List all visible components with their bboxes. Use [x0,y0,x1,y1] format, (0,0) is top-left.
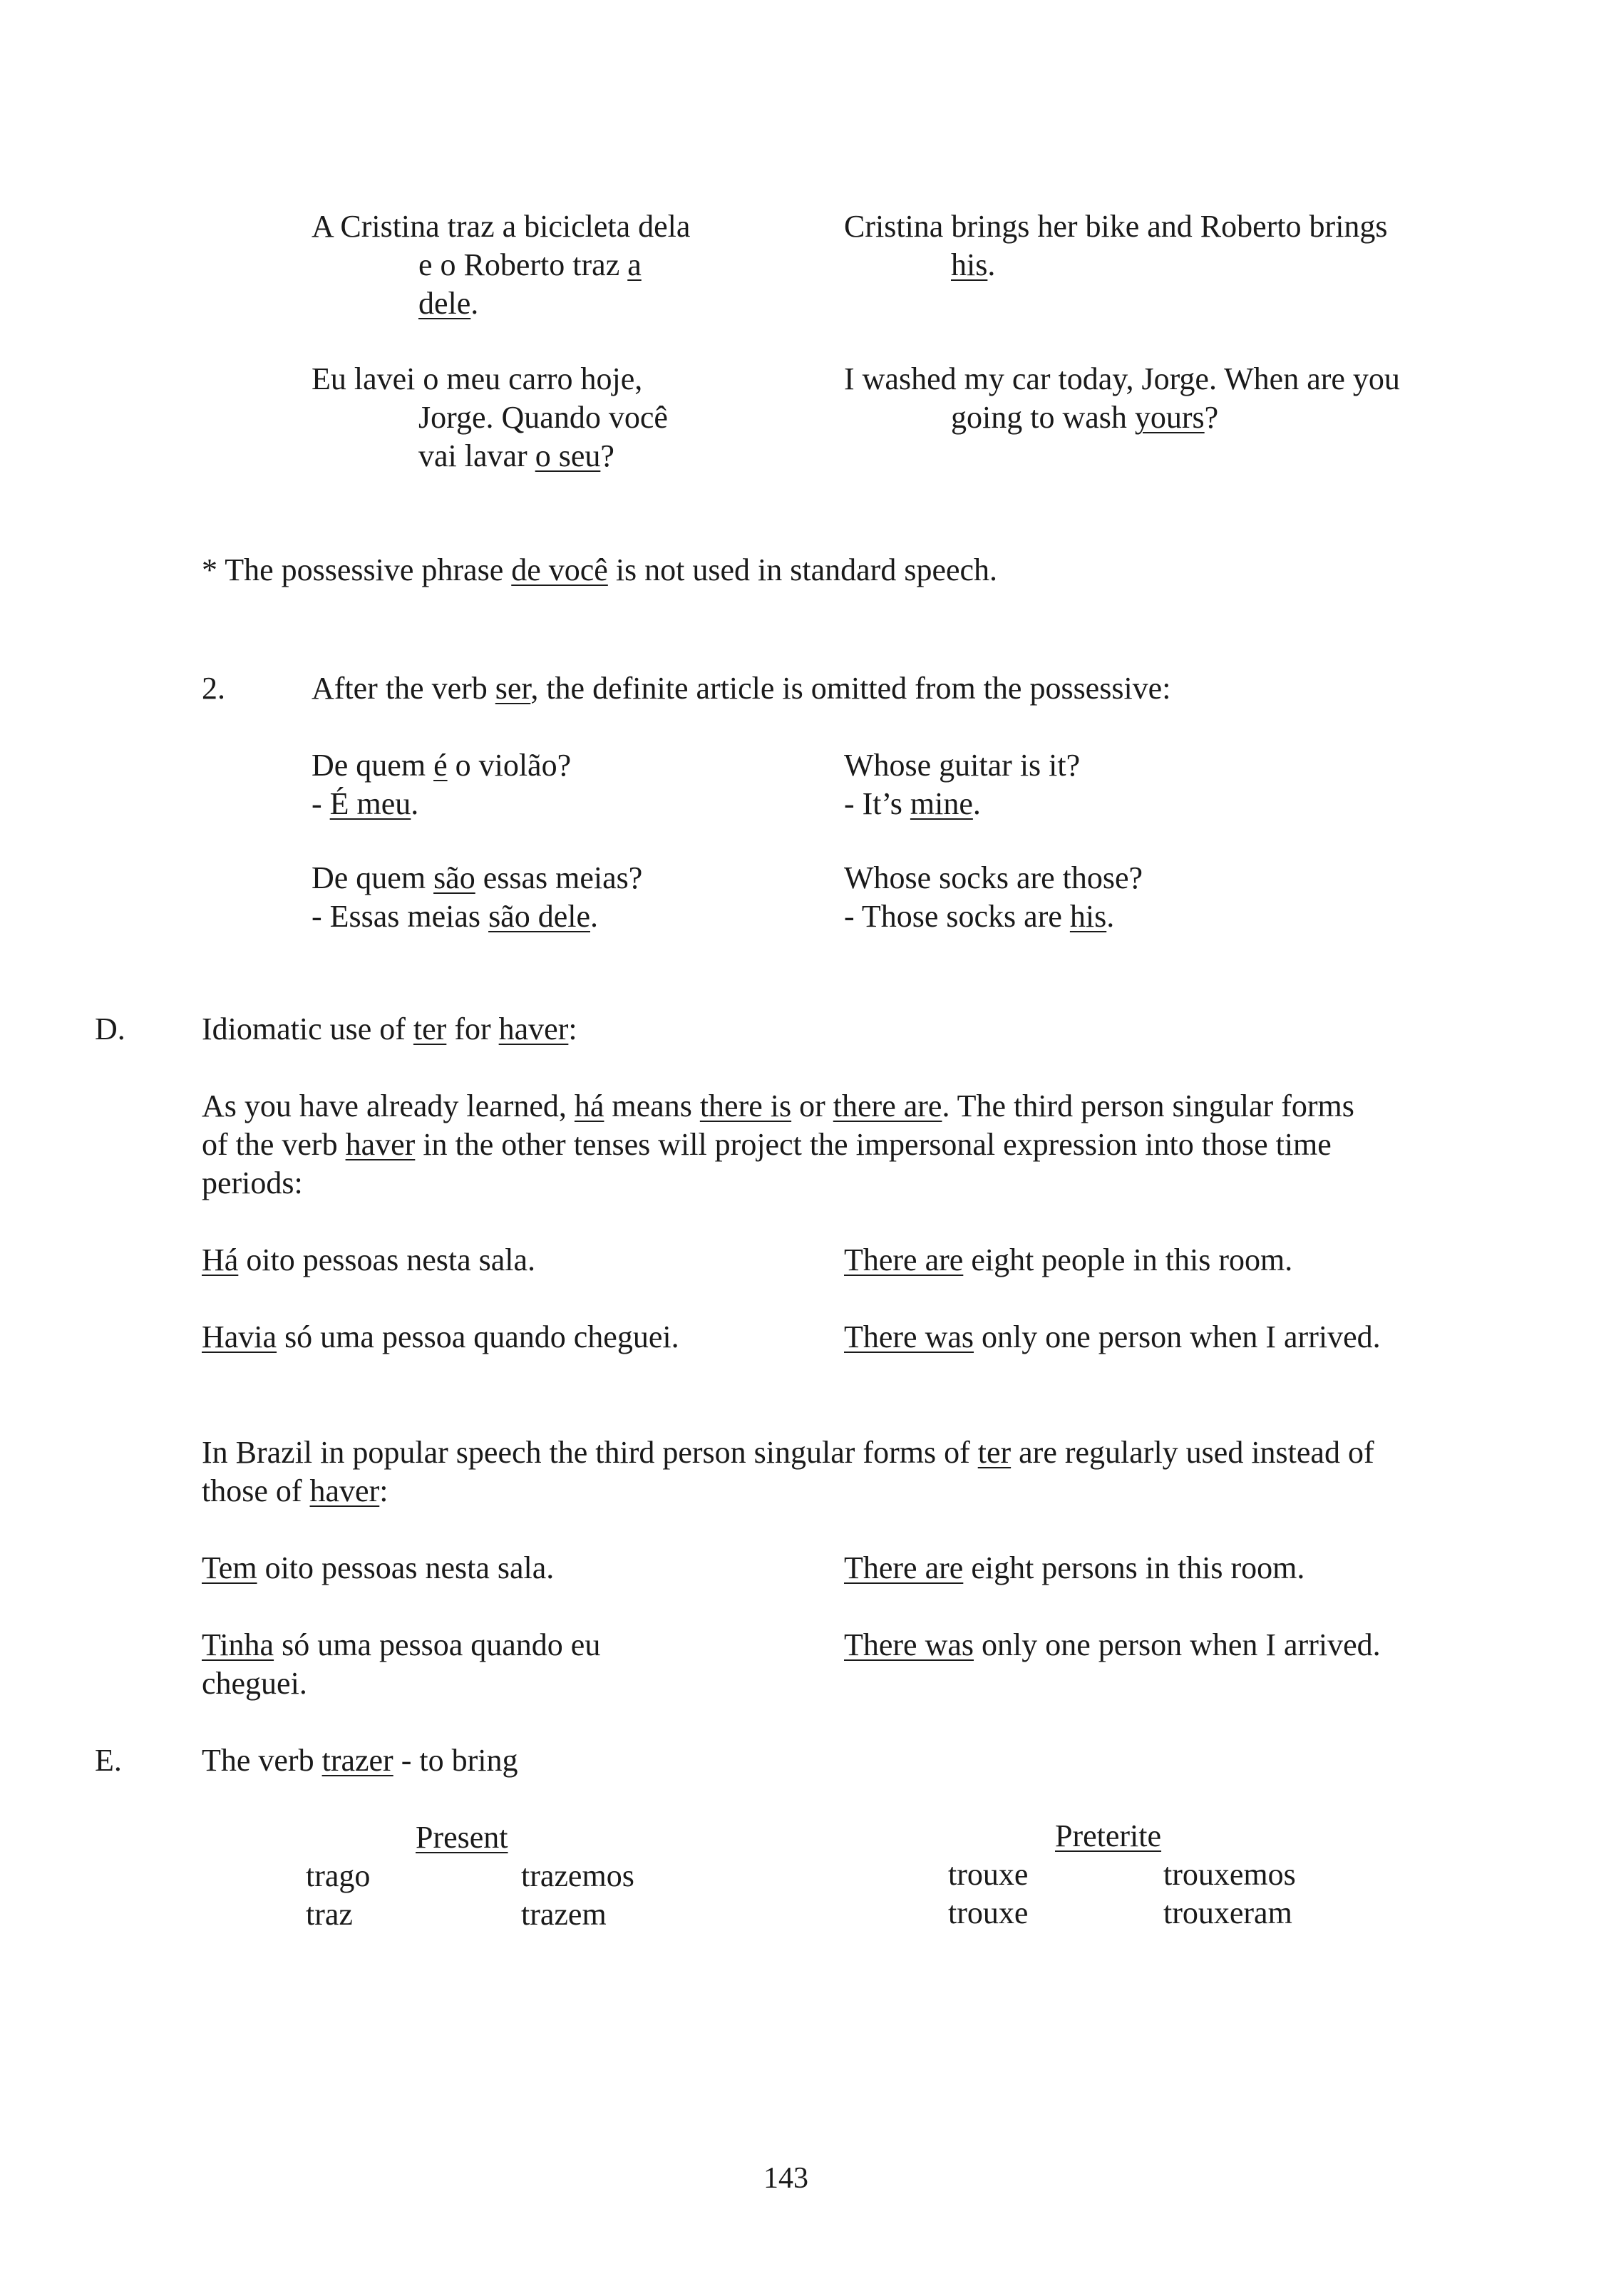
section-d-para2-line2: those of haver: [202,1473,388,1508]
possessive-note: * The possessive phrase de você is not used in standard speech. [202,552,998,587]
section-d-example1-pt: Há oito pessoas nesta sala. [202,1242,536,1277]
example4-en-line1: Whose socks are those? [844,860,1143,895]
example1-pt-line3: dele. [418,286,479,321]
example2-pt-line3: vai lavar o seu? [418,438,614,473]
example2-en-line2: going to wash yours? [951,400,1219,435]
present-form: trazemos [521,1858,634,1893]
example1-en-line1: Cristina brings her bike and Roberto brings [844,209,1388,244]
section-d-heading: Idiomatic use of ter for haver: [202,1011,577,1046]
preterite-tense-header: Preterite [1055,1818,1162,1853]
section-e-heading: The verb trazer - to bring [202,1743,518,1778]
page-number: 143 [763,2162,808,2195]
section-d-para1-line3: periods: [202,1165,303,1200]
example1-pt-line2: e o Roberto traz a [418,247,642,282]
example1-en-line2: his. [951,247,996,282]
section-d-example2-en: There was only one person when I arrived. [844,1319,1381,1354]
preterite-form: trouxemos [1163,1857,1296,1892]
preterite-form: trouxeram [1163,1895,1292,1930]
preterite-form: trouxe [948,1895,1029,1930]
example1-pt-line1: A Cristina traz a bicicleta dela [312,209,691,244]
present-form: trazem [521,1897,607,1932]
section-d-example4-pt-line1: Tinha só uma pessoa quando eu [202,1627,601,1662]
example3-en-line1: Whose guitar is it? [844,748,1081,783]
section-d-example4-pt-line2: cheguei. [202,1666,307,1701]
section-d-para1-line1: As you have already learned, há means there is or there are. The third person singular forms [202,1088,1354,1123]
section-d-letter: D. [95,1011,125,1046]
section-d-example4-en: There was only one person when I arrived. [844,1627,1381,1662]
section-e-letter: E. [95,1743,122,1778]
section-d-example1-en: There are eight people in this room. [844,1242,1293,1277]
example4-pt-line1: De quem são essas meias? [312,860,643,895]
preterite-form: trouxe [948,1857,1029,1892]
point2-text: After the verb ser, the definite article is omitted from the possessive: [312,671,1171,706]
example4-pt-line2: - Essas meias são dele. [312,899,598,934]
section-d-example3-pt: Tem oito pessoas nesta sala. [202,1550,555,1585]
example4-en-line2: - Those socks are his. [844,899,1115,934]
example2-en-line1: I washed my car today, Jorge. When are you [844,361,1400,396]
example3-pt-line2: - É meu. [312,786,419,821]
example3-pt-line1: De quem é o violão? [312,748,572,783]
section-d-example3-en: There are eight persons in this room. [844,1550,1305,1585]
section-d-example2-pt: Havia só uma pessoa quando cheguei. [202,1319,679,1354]
example2-pt-line1: Eu lavei o meu carro hoje, [312,361,643,396]
present-form: traz [306,1897,353,1932]
section-d-para1-line2: of the verb haver in the other tenses will project the impersonal expression into those time [202,1127,1332,1162]
point2-number: 2. [202,671,225,706]
section-d-para2-line1: In Brazil in popular speech the third person singular forms of ter are regularly used instead of [202,1435,1374,1470]
present-tense-header: Present [416,1820,508,1855]
present-form: trago [306,1858,371,1893]
example3-en-line2: - It’s mine. [844,786,981,821]
example2-pt-line2: Jorge. Quando você [418,400,668,435]
